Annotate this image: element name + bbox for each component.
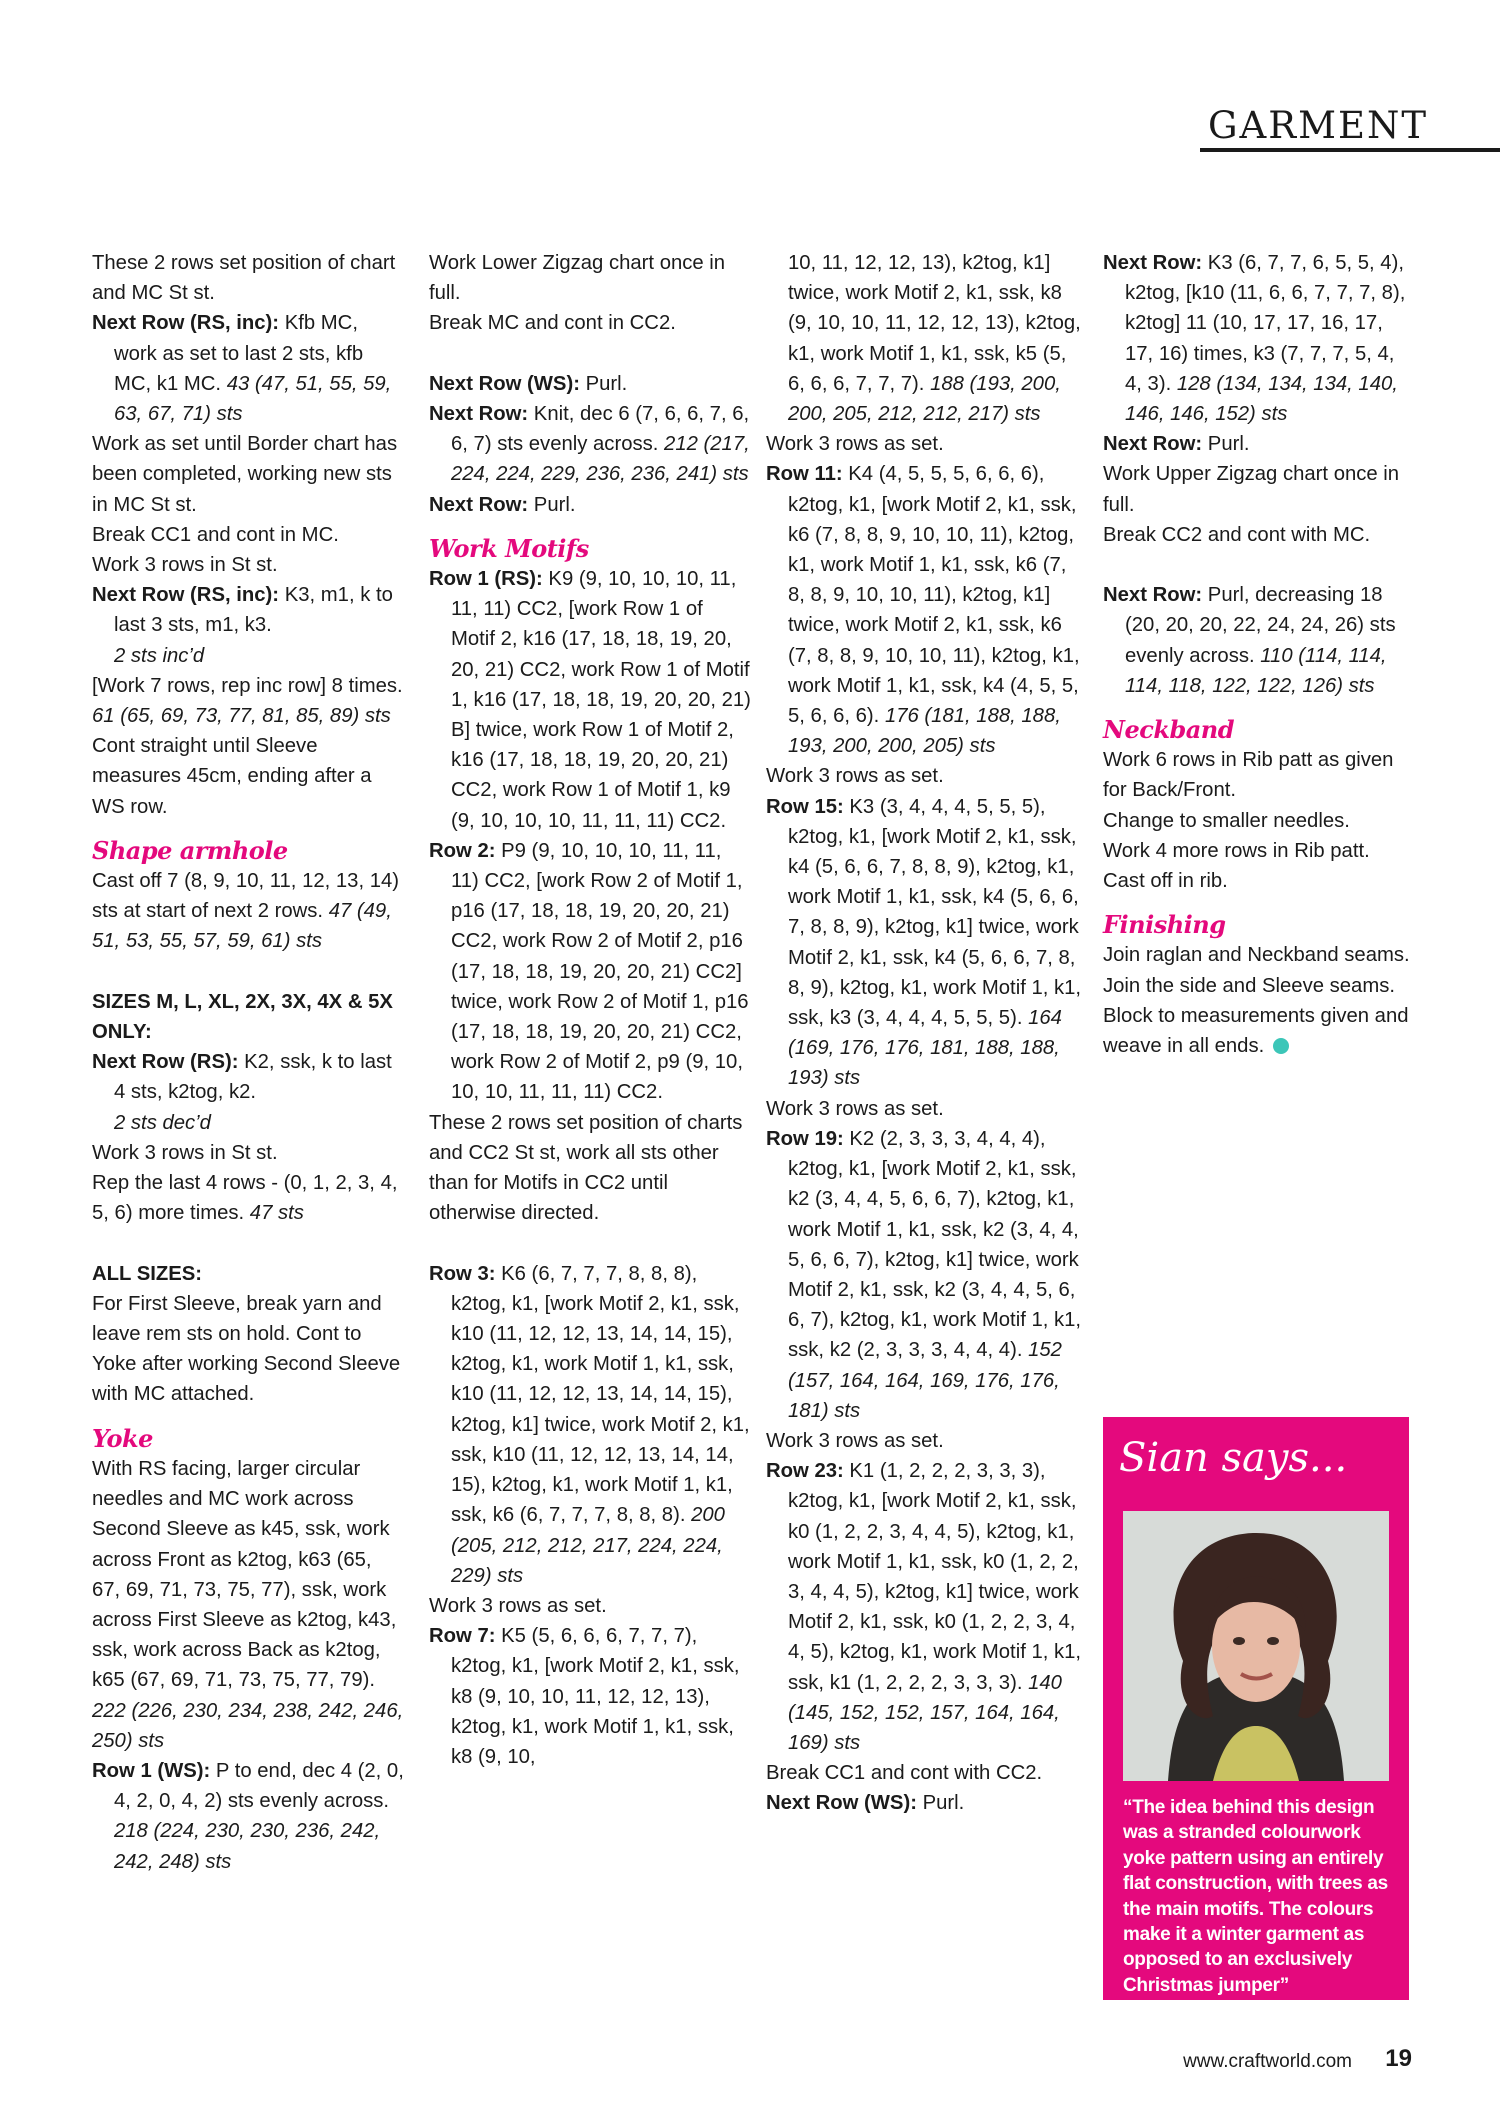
paragraph: Work 3 rows as set. — [766, 1429, 944, 1452]
paragraph: Join raglan and Neckband seams. Join the side and Sleeve seams. Block to measurements given and weave in all ends. — [1103, 944, 1410, 1058]
paragraph: Row 1 (WS): P to end, dec 4 (2, 0, 4, 2, 0, 4, 2) sts evenly across. 218 (224, 230, 230, 236, 242, 242, 248) sts — [92, 1759, 404, 1873]
designer-portrait-icon — [1123, 1511, 1389, 1781]
paragraph: Cont straight until Sleeve measures 45cm, ending after a WS row. — [92, 735, 372, 818]
section-title: GARMENT — [1208, 104, 1429, 147]
column-4 — [1103, 248, 1413, 1061]
section-heading: Neckband — [1103, 715, 1235, 745]
paragraph: Row 23: K1 (1, 2, 2, 2, 3, 3, 3), k2tog, k1, [work Motif 2, k1, ssk, k0 (1, 2, 2, 3, 4, 4, 5), k2tog, k1, work Motif 1, k1, ssk, k0 (1, 2, 2, 3, 4, 4, 5), k2tog, k1] twice, work Motif 2, k1, ssk, k0 (1, 2, 2, 3, 4, 4, 5), k2tog, k1, work Motif 1, k1, ssk, k1 (1, 2, 2, 2, 3, 3, 3). 140 (145, 152, 152, 157, 164, 164, 169) sts — [766, 1460, 1082, 1754]
paragraph: Row 7: K5 (5, 6, 6, 6, 7, 7, 7), k2tog, k1, [work Motif 2, k1, ssk, k8 (9, 10, 10, 11, 12, 12, 13), k2tog, k1, work Motif 1, k1, ssk, k8 (9, 10, — [429, 1625, 740, 1768]
paragraph: Work Lower Zigzag chart once in full. — [429, 252, 726, 305]
paragraph: Break CC2 and cont with MC. — [1103, 523, 1371, 546]
paragraph-gap — [429, 339, 751, 369]
column-3 — [766, 248, 1086, 1819]
yarn-ball-icon — [1273, 1038, 1289, 1054]
column-1 — [92, 248, 404, 1877]
paragraph: Next Row (RS, inc): Kfb MC, work as set to last 2 sts, kfb MC, k1 MC. 43 (47, 51, 55, 59, 63, 67, 71) sts — [92, 312, 392, 426]
designer-sidebar — [1103, 1417, 1409, 2000]
paragraph: Next Row: Knit, dec 6 (7, 6, 6, 7, 6, 6, 7) sts evenly across. 212 (217, 224, 224, 229, 236, 236, 241) sts — [429, 403, 750, 486]
paragraph: Work 3 rows as set. — [766, 765, 944, 788]
paragraph: For First Sleeve, break yarn and leave rem sts on hold. Cont to Yoke after working Second Sleeve with MC attached. — [92, 1292, 401, 1406]
sidebar-signature: Sian says... — [1119, 1435, 1348, 1481]
page-footer — [980, 2045, 1500, 2079]
paragraph: Change to smaller needles. — [1103, 809, 1350, 832]
paragraph: Work 3 rows in St st. — [92, 554, 278, 577]
section-heading: Finishing — [1103, 910, 1226, 940]
paragraph: Next Row: Purl. — [1103, 433, 1250, 456]
paragraph: [Work 7 rows, rep inc row] 8 times. 61 (65, 69, 73, 77, 81, 85, 89) sts — [92, 674, 403, 728]
paragraph: ALL SIZES: — [92, 1262, 203, 1285]
paragraph: Row 3: K6 (6, 7, 7, 7, 8, 8, 8), k2tog, k1, [work Motif 2, k1, ssk, k10 (11, 12, 12, 13, 14, 14, 15), k2tog, k1, work Motif 1, k1, ssk, k10 (11, 12, 12, 13, 14, 14, 15), k2tog, k1] twice, work Motif 2, k1, ssk, k10 (11, 12, 12, 13, 14, 14, 15), k2tog, k1, work Motif 1, k1, ssk, k6 (6, 7, 7, 7, 8, 8, 8). 200 (205, 212, 212, 217, 224, 224, 229) sts — [429, 1262, 750, 1587]
paragraph-gap — [92, 957, 404, 987]
paragraph-gap — [1103, 550, 1413, 580]
column-2 — [429, 248, 751, 1772]
paragraph: Work as set until Border chart has been completed, working new sts in MC St st. — [92, 433, 398, 516]
header-rule — [1200, 148, 1500, 152]
paragraph: Work Upper Zigzag chart once in full. — [1103, 463, 1400, 516]
paragraph: Next Row: Purl, decreasing 18 (20, 20, 20, 22, 24, 24, 26) sts evenly across. 110 (114, 114, 114, 118, 122, 122, 126) sts — [1103, 584, 1396, 697]
paragraph-gap — [92, 1228, 404, 1258]
paragraph: Work 3 rows in St st. — [92, 1141, 278, 1164]
section-heading: Yoke — [92, 1423, 153, 1453]
paragraph: Next Row (WS): Purl. — [429, 372, 628, 395]
paragraph: Row 2: P9 (9, 10, 10, 10, 11, 11, 11) CC2, [work Row 2 of Motif 1, p16 (17, 18, 18, 19, 20, 20, 21) CC2, work Row 2 of Motif 2, p16 (17, 18, 18, 19, 20, 20, 21) CC2] twice, work Row 2 of Motif 1, p16 (17, 18, 18, 19, 20, 20, 21) CC2, work Row 2 of Motif 2, p9 (9, 10, 10, 10, 11, 11, 11) CC2. — [429, 839, 749, 1104]
paragraph: Work 4 more rows in Rib patt. — [1103, 839, 1370, 862]
paragraph: Row 1 (RS): K9 (9, 10, 10, 10, 11, 11, 11) CC2, [work Row 1 of Motif 2, k16 (17, 18, 18, 19, 20, 20, 21) CC2, work Row 1 of Motif 1, k16 (17, 18, 18, 19, 20, 20, 21) B] twice, work Row 1 of Motif 2, k16 (17, 18, 18, 19, 20, 20, 21) CC2, work Row 1 of Motif 1, k9 (9, 10, 10, 10, 11, 11, 11) CC2. — [429, 568, 751, 832]
designer-photo — [1123, 1511, 1389, 1781]
section-heading: Shape armhole — [92, 835, 288, 865]
paragraph: These 2 rows set position of charts and CC2 St st, work all sts other than for Motifs in CC2 until otherwise directed. — [429, 1111, 743, 1225]
paragraph: Work 3 rows as set. — [766, 433, 944, 456]
paragraph: Break MC and cont in CC2. — [429, 312, 676, 335]
paragraph: Work 3 rows as set. — [766, 1097, 944, 1120]
paragraph: Next Row (RS, inc): K3, m1, k to last 3 sts, m1, k3. 2 sts inc’d — [92, 584, 393, 667]
paragraph: Next Row (WS): Purl. — [766, 1792, 965, 1815]
paragraph: Work 3 rows as set. — [429, 1594, 607, 1617]
paragraph: Next Row: Purl. — [429, 493, 576, 516]
paragraph: Row 15: K3 (3, 4, 4, 4, 5, 5, 5), k2tog, k1, [work Motif 2, k1, ssk, k4 (5, 6, 6, 7, 8, 8, 9), k2tog, k1, work Motif 1, k1, ssk, k4 (5, 6, 6, 7, 8, 8, 9), k2tog, k1] twice, work Motif 2, k1, ssk, k4 (5, 6, 6, 7, 8, 8, 9), k2tog, k1, work Motif 1, k1, ssk, k3 (3, 4, 4, 4, 5, 5, 5). 164 (169, 176, 176, 181, 188, 188, 193) sts — [766, 795, 1082, 1090]
paragraph-gap — [429, 1228, 751, 1258]
paragraph: Break CC1 and cont in MC. — [92, 523, 339, 546]
paragraph: Row 19: K2 (2, 3, 3, 3, 4, 4, 4), k2tog, k1, [work Motif 2, k1, ssk, k2 (3, 4, 4, 5, 6, 6, 7), k2tog, k1, work Motif 1, k1, ssk, k2 (3, 4, 4, 5, 6, 6, 7), k2tog, k1] twice, work Motif 2, k1, ssk, k2 (3, 4, 4, 5, 6, 6, 7), k2tog, k1, work Motif 1, k1, ssk, k2 (2, 3, 3, 3, 4, 4, 4). 152 (157, 164, 164, 169, 176, 176, 181) sts — [766, 1127, 1082, 1422]
paragraph: 10, 11, 12, 12, 13), k2tog, k1] twice, work Motif 2, k1, ssk, k8 (9, 10, 10, 11, 12, 12, 13), k2tog, k1, work Motif 1, k1, ssk, k5 (5, 6, 6, 6, 7, 7, 7). 188 (193, 200, 200, 205, 212, 212, 217) sts — [788, 252, 1081, 426]
paragraph: Break CC1 and cont with CC2. — [766, 1762, 1043, 1785]
section-header — [1200, 104, 1500, 152]
paragraph: Next Row: K3 (6, 7, 7, 6, 5, 5, 4), k2tog, [k10 (11, 6, 6, 7, 7, 7, 8), k2tog] 11 (10, 17, 17, 16, 17, 17, 16) times, k3 (7, 7, 7, 5, 4, 4, 3). 128 (134, 134, 134, 140, 146, 146, 152) sts — [1103, 252, 1406, 426]
designer-quote: “The idea behind this design was a stranded colourwork yoke pattern using an entirely flat construction, with trees as the main motifs. The colours make it a winter garment as opposed to an exclusively Christmas jumper” — [1123, 1797, 1388, 1996]
section-heading: Work Motifs — [429, 533, 589, 563]
paragraph: Cast off in rib. — [1103, 870, 1228, 893]
paragraph: Rep the last 4 rows - (0, 1, 2, 3, 4, 5, 6) more times. 47 sts — [92, 1172, 398, 1225]
paragraph: SIZES M, L, XL, 2X, 3X, 4X & 5X ONLY: — [92, 990, 393, 1044]
paragraph: With RS facing, larger circular needles and MC work across Second Sleeve as k45, ssk, work across Front as k2tog, k63 (65, 67, 69, 71, 73, 75, 77), ssk, work across First Sleeve as k2tog, k43, ssk, work across Back as k2tog, k65 (67, 69, 71, 73, 75, 77, 79). 222 (226, 230, 234, 238, 242, 246, 250) sts — [92, 1457, 404, 1752]
paragraph: Next Row (RS): K2, ssk, k to last 4 sts, k2tog, k2. 2 sts dec’d — [92, 1051, 392, 1134]
page-number: 19 — [1385, 2045, 1412, 2072]
paragraph: Cast off 7 (8, 9, 10, 11, 12, 13, 14) sts at start of next 2 rows. 47 (49, 51, 53, 55, 57, 59, 61) sts — [92, 870, 400, 953]
footer-url[interactable]: www.craftworld.com — [1183, 2051, 1352, 2072]
paragraph: Work 6 rows in Rib patt as given for Back/Front. — [1103, 749, 1394, 802]
paragraph: Row 11: K4 (4, 5, 5, 5, 6, 6, 6), k2tog, k1, [work Motif 2, k1, ssk, k6 (7, 8, 8, 9, 10, 10, 11), k2tog, k1, work Motif 1, k1, ssk, k6 (7, 8, 8, 9, 10, 10, 11), k2tog, k1] twice, work Motif 2, k1, ssk, k6 (7, 8, 8, 9, 10, 10, 11), k2tog, k1, work Motif 1, k1, ssk, k4 (4, 5, 5, 5, 6, 6, 6). 176 (181, 188, 188, 193, 200, 200, 205) sts — [766, 463, 1080, 758]
paragraph: These 2 rows set position of chart and MC St st. — [92, 252, 396, 305]
